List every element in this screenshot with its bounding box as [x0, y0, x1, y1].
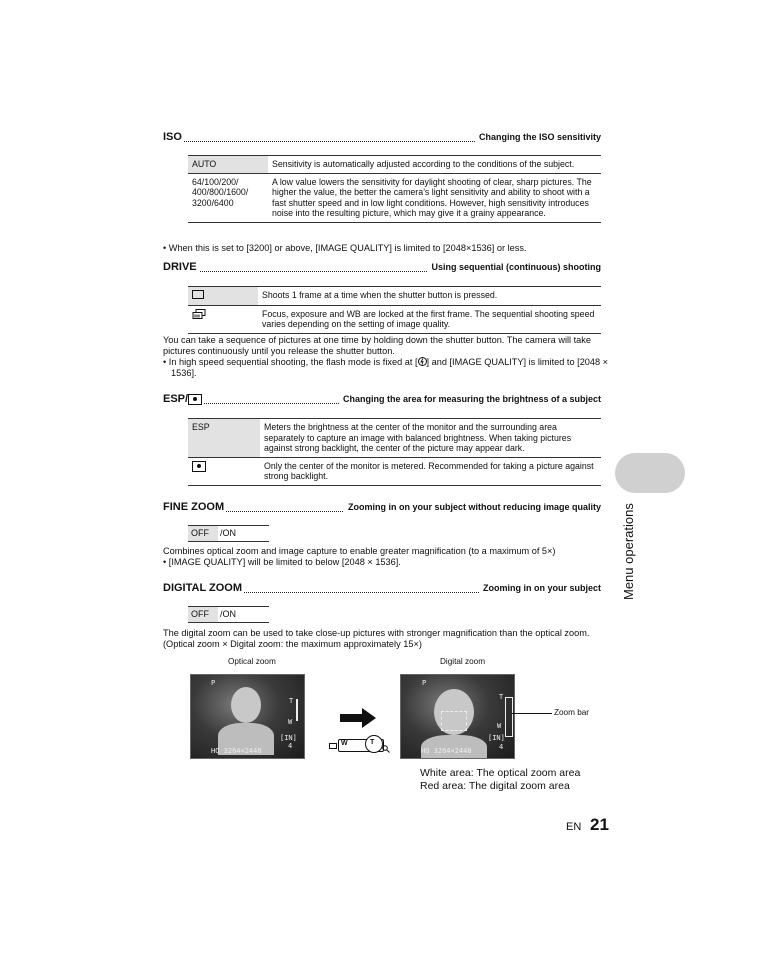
digital-zoom-photo: [400, 674, 515, 759]
zoom-bar-leader: [512, 713, 552, 714]
drive-paragraph: You can take a sequence of pictures at one time by holding down the shutter button. The camera will take pictures continuously until you release the shutter button.: [163, 335, 591, 356]
side-section-label: Menu operations: [621, 503, 636, 600]
section-tab: [615, 453, 685, 493]
iso-header: [163, 131, 601, 145]
digital-zoom-options: [188, 606, 269, 623]
esp-table: [188, 418, 601, 486]
iso-desc: A low value lowers the sensitivity for daylight shooting of clear, sharp pictures. The higher the value, the better the camera’s light sensitivity and ability to shoot with a fast shutter speed and in low light conditions. However, high sensitivity introduces noise into the resulting picture, which may give it a grainy appearance.: [268, 173, 601, 222]
drive-table: [188, 286, 601, 334]
magnify-icon: [382, 745, 390, 753]
fine-zoom-subtitle: Zooming in on your subject without reducing image quality: [344, 502, 601, 512]
digital-zoom-header: [163, 582, 601, 596]
lever-tele-label: T: [370, 739, 375, 746]
osd-resolution: HQ 3264×2448: [421, 747, 472, 755]
drive-desc: Focus, exposure and WB are locked at the first frame. The sequential shooting speed varies depending on the setting of image quality.: [258, 305, 601, 333]
fine-zoom-note: • [IMAGE QUALITY] will be limited to below [2048 × 1536].: [163, 557, 401, 567]
osd-memory: [IN]: [488, 734, 505, 742]
osd-count: 4: [288, 742, 293, 750]
esp-title: [163, 393, 204, 405]
af-target: [441, 711, 467, 731]
optical-zoom-photo: [190, 674, 305, 759]
esp-key: ESP: [188, 419, 260, 458]
esp-desc: Meters the brightness at the center of the monitor and the surrounding area separately to capture an image with balanced brightness. When taking pictures against strong backlight, the center of the picture may appear dark.: [260, 419, 601, 458]
osd-wide: W: [288, 718, 293, 726]
zoom-bar: [505, 697, 513, 737]
esp-desc: Only the center of the monitor is metered. Recommended for taking a picture against strong backlight.: [260, 457, 601, 485]
iso-key: 64/100/200/ 400/800/1600/ 3200/6400: [188, 173, 268, 222]
osd-tele: T: [289, 697, 294, 705]
fine-zoom-paragraph: Combines optical zoom and image capture to enable greater magnification (to a maximum of 5×): [163, 546, 556, 556]
esp-key: [188, 457, 260, 485]
red-area-note: Red area: The digital zoom area: [420, 780, 570, 792]
sequential-icon: [192, 309, 206, 320]
zoom-bar-label: Zoom bar: [554, 708, 590, 717]
drive-note-a: • In high speed sequential shooting, the flash mode is fixed at [: [163, 357, 418, 367]
osd-count: 4: [499, 743, 504, 751]
table-row: [188, 457, 601, 485]
table-row: [188, 156, 601, 174]
child-face: [231, 687, 261, 723]
lever-wide-label: W: [341, 740, 348, 747]
drive-title: DRIVE: [163, 261, 197, 273]
digital-zoom-caption: Digital zoom: [440, 657, 486, 666]
table-row: [188, 419, 601, 458]
esp-subtitle: Changing the area for measuring the brightness of a subject: [339, 394, 601, 404]
digital-zoom-title: DIGITAL ZOOM: [163, 582, 243, 594]
optical-zoom-caption: Optical zoom: [228, 657, 276, 666]
drive-header: [163, 261, 601, 275]
iso-title: ISO: [163, 131, 182, 143]
drive-note: [163, 357, 617, 378]
osd-tele: T: [499, 693, 504, 701]
option-on: /ON: [220, 609, 237, 619]
white-area-note: White area: The optical zoom area: [420, 767, 581, 779]
drive-key: [188, 305, 258, 333]
footer-lang: EN: [566, 821, 582, 833]
fine-zoom-options: [188, 525, 269, 542]
table-row: [188, 305, 601, 333]
drive-note-b: ] and [IMAGE QUALITY] is limited to [2048 × 1536].: [171, 357, 609, 378]
iso-table: [188, 155, 601, 223]
wide-tele-icon: [329, 742, 337, 750]
iso-subtitle: Changing the ISO sensitivity: [475, 132, 601, 142]
drive-desc: Shoots 1 frame at a time when the shutter button is pressed.: [258, 287, 601, 306]
iso-key: AUTO: [188, 156, 268, 174]
osd-mode: P: [211, 679, 216, 687]
drive-subtitle: Using sequential (continuous) shooting: [428, 262, 602, 272]
option-on: /ON: [220, 528, 237, 538]
option-off: OFF: [188, 607, 218, 622]
esp-title-text: ESP/: [163, 393, 189, 405]
osd-wide: W: [497, 722, 502, 730]
digital-zoom-subtitle: Zooming in on your subject: [479, 583, 601, 593]
table-row: [188, 287, 601, 306]
osd-mode: P: [422, 679, 427, 687]
single-frame-icon: [192, 290, 204, 299]
arrow-right-icon: [340, 707, 376, 729]
esp-header: [163, 393, 601, 407]
fine-zoom-title: FINE ZOOM: [163, 501, 225, 513]
fine-zoom-header: [163, 501, 601, 515]
digital-zoom-paragraph: The digital zoom can be used to take close-up pictures with stronger magnification than the optical zoom. (Optical zoom × Digital zoom: the maximum approximately 15×): [163, 628, 590, 649]
option-off: OFF: [188, 526, 218, 541]
iso-note: • When this is set to [3200] or above, [IMAGE QUALITY] is limited to [2048×1536] or less.: [163, 243, 527, 253]
iso-desc: Sensitivity is automatically adjusted according to the conditions of the subject.: [268, 156, 601, 174]
drive-key: [188, 287, 258, 306]
osd-memory: [IN]: [280, 734, 297, 742]
zoom-lever: [329, 738, 389, 754]
spot-metering-icon: [188, 394, 202, 405]
page-number: 21: [590, 815, 609, 834]
flash-off-icon: [418, 357, 427, 366]
osd-resolution: HQ 3264×2448: [211, 747, 262, 755]
spot-metering-icon: [192, 461, 206, 472]
zoom-bar: [296, 699, 298, 721]
table-row: [188, 173, 601, 222]
